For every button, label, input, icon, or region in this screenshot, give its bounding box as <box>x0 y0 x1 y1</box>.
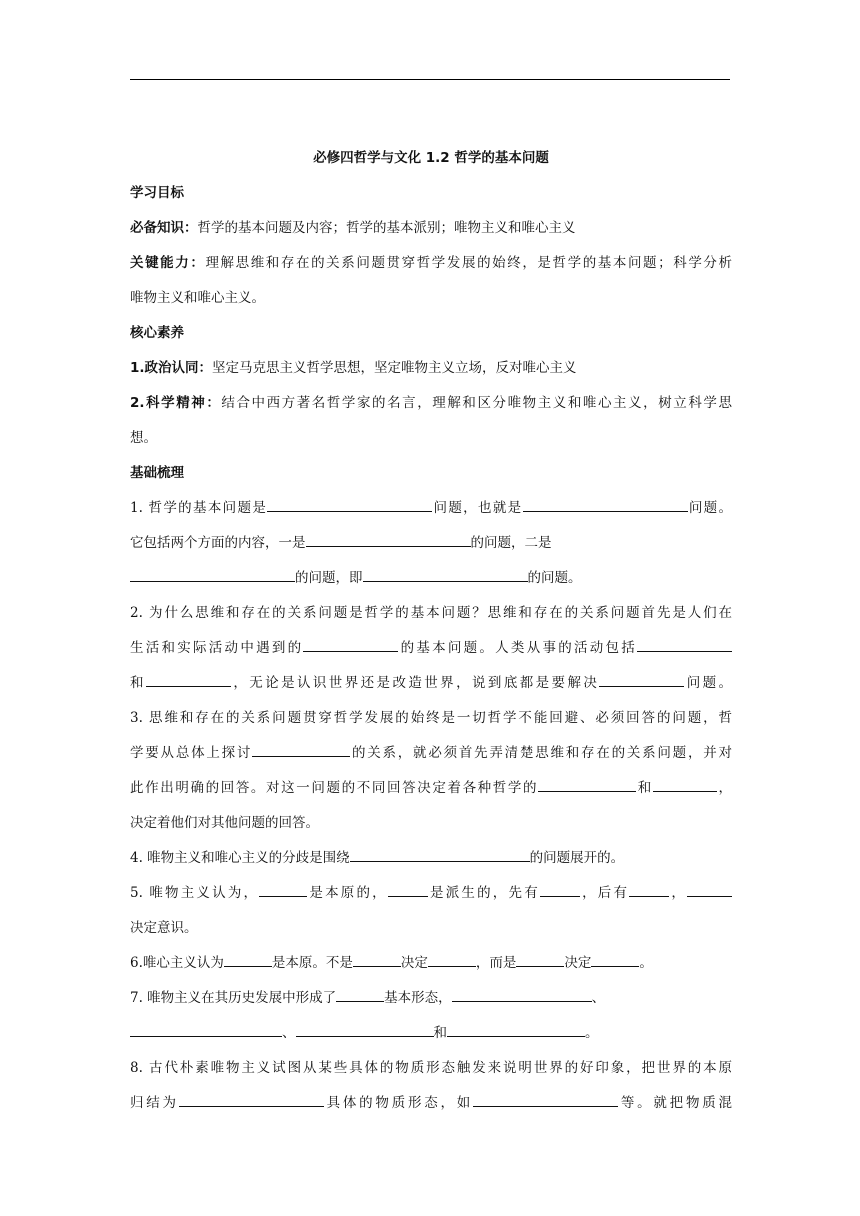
literacy-political: 1.政治认同：坚定马克思主义哲学思想，坚定唯物主义立场，反对唯心主义 <box>130 360 577 376</box>
fill-blank[interactable] <box>428 953 476 967</box>
fill-blank[interactable] <box>130 1023 282 1037</box>
fill-blank[interactable] <box>687 883 732 897</box>
fill-blank[interactable] <box>296 1023 434 1037</box>
fill-blank[interactable] <box>363 568 528 582</box>
objective-ability-cont: 唯物主义和唯心主义。 <box>130 290 265 306</box>
item-2-line-2: 生活和实际活动中遇到的 的基本问题。人类从事的活动包括 <box>130 638 732 658</box>
fill-blank[interactable] <box>447 1023 585 1037</box>
item-6: 6.唯心主义认为 是本原。不是 决定 ，而是 决定 。 <box>130 955 653 971</box>
fill-blank[interactable] <box>637 638 732 652</box>
fill-blank[interactable] <box>388 883 428 897</box>
item-1-line-3: 的问题，即 的问题。 <box>130 568 732 588</box>
item-3-line-2: 学要从总体上探讨 的关系，就必须首先弄清楚思维和存在的关系问题，并对 <box>130 745 733 761</box>
fill-blank[interactable] <box>252 743 350 757</box>
fill-blank[interactable] <box>306 533 471 547</box>
fill-blank[interactable] <box>146 673 231 687</box>
fill-blank[interactable] <box>259 883 307 897</box>
fill-blank[interactable] <box>629 883 669 897</box>
fill-blank[interactable] <box>224 953 272 967</box>
page-title: 必修四哲学与文化 1.2 哲学的基本问题 <box>313 150 549 166</box>
fill-blank[interactable] <box>350 848 530 862</box>
item-2-line-1: 2. 为什么思维和存在的关系问题是哲学的基本问题？思维和存在的关系问题首先是人们在 <box>130 605 732 621</box>
item-5-line-1: 5. 唯物主义认为， 是本原的， 是派生的，先有 ，后有 ， <box>130 883 732 903</box>
fill-blank[interactable] <box>599 673 684 687</box>
fill-blank[interactable] <box>591 953 639 967</box>
item-3-line-3: 此作出明确的回答。对这一问题的不同回答决定着各种哲学的 和 ， <box>130 780 733 796</box>
literacy-science: 2.科学精神：结合中西方著名哲学家的名言，理解和区分唯物主义和唯心主义，树立科学思 <box>130 395 732 411</box>
item-7-line-2: 、 和 。 <box>130 1023 732 1043</box>
section-heading-literacy: 核心素养 <box>130 325 184 341</box>
fill-blank[interactable] <box>353 953 401 967</box>
fill-blank[interactable] <box>179 1093 324 1107</box>
section-heading-basics: 基础梳理 <box>130 465 184 481</box>
item-2-line-3: 和 ，无论是认识世界还是改造世界，说到底都是要解决 问题。 <box>130 675 733 691</box>
fill-blank[interactable] <box>336 988 384 1002</box>
literacy-science-cont: 想。 <box>130 430 157 446</box>
item-8-line-1: 8. 古代朴素唯物主义试图从某些具体的物质形态触发来说明世界的好印象，把世界的本原 <box>130 1060 732 1076</box>
item-3-line-4: 决定着他们对其他问题的回答。 <box>130 815 319 831</box>
fill-blank[interactable] <box>523 498 688 512</box>
item-5-line-2: 决定意识。 <box>130 920 198 936</box>
fill-blank[interactable] <box>130 568 295 582</box>
item-8-line-2: 归结为 具体的物质形态，如 等。就把物质混 <box>130 1095 733 1111</box>
fill-blank[interactable] <box>516 953 564 967</box>
item-3-line-1: 3. 思维和存在的关系问题贯穿哲学发展的始终是一切哲学不能回避、必须回答的问题，哲 <box>130 710 732 726</box>
objective-ability: 关键能力：理解思维和存在的关系问题贯穿哲学发展的始终，是哲学的基本问题；科学分析 <box>130 255 733 271</box>
fill-blank[interactable] <box>540 883 580 897</box>
objective-knowledge: 必备知识：哲学的基本问题及内容；哲学的基本派别；唯物主义和唯心主义 <box>130 220 576 236</box>
item-4: 4. 唯物主义和唯心主义的分歧是围绕 的问题展开的。 <box>130 850 625 866</box>
document-body <box>130 148 732 1128</box>
fill-blank[interactable] <box>303 638 398 652</box>
section-heading-objectives: 学习目标 <box>130 185 184 201</box>
header-rule <box>130 79 730 80</box>
item-1-line-2: 它包括两个方面的内容，一是 的问题，二是 <box>130 535 552 551</box>
fill-blank[interactable] <box>473 1093 618 1107</box>
fill-blank[interactable] <box>653 778 717 792</box>
fill-blank[interactable] <box>267 498 432 512</box>
fill-blank[interactable] <box>452 988 592 1002</box>
item-7-line-1: 7. 唯物主义在其历史发展中形成了 基本形态， 、 <box>130 990 606 1006</box>
item-1-line-1: 1. 哲学的基本问题是 问题，也就是 问题。 <box>130 500 733 516</box>
fill-blank[interactable] <box>538 778 636 792</box>
